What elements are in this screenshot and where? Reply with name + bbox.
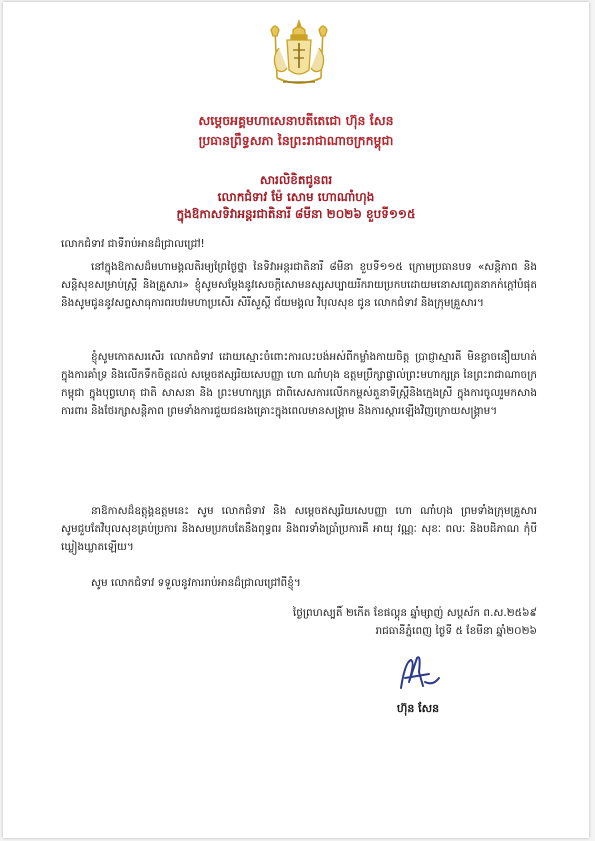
paragraph-3 xyxy=(61,502,537,556)
letter-author: សម្តេចអគ្គមហាសេនាបតីតេជោ ហ៊ុន សែន xyxy=(198,113,394,128)
paragraph-3-text: នាឱកាសដ៏ឧត្តុង្គឧត្តមនេះ សូម លោកជំទាវ និង សម្តេចឥស្សរិយសេបញ្ញា ហោ ណាំហុង ព្រមទាំងក្រុមគ្រួសារ សូមជួបតែវិបុលសុខគ្រប់ប្រការ និងសមប្រកបតែនឹងពុទ្ធពរ និងពរទាំងប្រាំប្រការគឺ អាយុ វណ្ណៈ សុខៈ ពលៈ និងបដិភាណ កុំបីឃ្លៀងឃ្លាតឡើយ។ xyxy=(61,505,537,553)
letter-page xyxy=(3,2,589,838)
paragraph-1-text: នៅក្នុងឱកាសដ៏មហាមង្គលតិរម្យព្រៃថ្ងៃថ្នា នៃទិវាអន្តរជាតិនារី ៨មីនា ខួបទី១១៥ ក្រោមប្រធានបទ «សន្តិភាព និងសន្តិសុខសម្រាប់ស្ត្រី និងគ្រួសារ» ខ្ញុំសូមសម្តែងនូវសេចក្តីសោមនស្សសប្បាយរីករាយប្រកបដោយមនោសញ្ចេតនាកក់ក្តៅបំផុត និងសូមជូននូវសព្ទសាធុការពរបវរមហាប្រសើរ សិរីសួស្តី ជ័យមង្គល វិបុលសុខ ជូន លោកជំទាវ និងក្រុមគ្រួសារ។ xyxy=(61,261,537,309)
paragraph-2 xyxy=(61,348,537,420)
paragraph-2-text: ខ្ញុំសូមកោតសរសើរ លោកជំទាវ ដោយស្មោះចំពោះការលះបង់អស់ពីកម្លាំងកាយចិត្ត ប្រាជ្ញាស្មារតី មិនខ្លាចនឿយហត់ក្នុងការគាំទ្រ និងលើកទឹកចិត្តដល់ សម្តេចឥស្សរិយសេបញ្ញា ហោ ណាំហុង ឧត្តមប្រឹក្សាផ្ទាល់ព្រះមហាក្សត្រ នៃព្រះរាជាណាចក្រកម្ពុជា ក្នុងបុព្វហេតុ ជាតិ សាសនា និង ព្រះមហាក្សត្រ ជាពិសេសការលើកកម្ពស់តួនាទីស្ត្រីនិងក្មេងស្រី ក្នុងការចូលរួមកសាង ការពារ និងថែរក្សាសន្តិភាព ព្រមទាំងការជួយជនរងគ្រោះក្នុងពេលមានសង្គ្រាម និងការស្តារឡើងវិញក្រោយសង្គ្រាម។ xyxy=(61,351,537,417)
paragraph-4 xyxy=(61,574,537,592)
solar-date: រាជធានីភ្នំពេញ ថ្ងៃទី ៥ ខែមីនា ឆ្នាំ២០២៦ xyxy=(375,625,537,637)
salutation: លោកជំទាវ ជាទីរាប់អានដ៏ជ្រាលជ្រៅ! xyxy=(61,238,205,250)
lunar-date: ថ្ងៃព្រហស្បតិ៍ ២កើត ខែផល្គុន ឆ្នាំម្សាញ់ សប្តស័ក ព.ស.២៥៦៩ xyxy=(292,607,537,619)
occasion-line: ក្នុងឱកាសទិវាអន្តរជាតិនារី ៨មីនា ២០២៦ ខួបទី១១៥ xyxy=(176,207,416,221)
handwritten-signature xyxy=(395,652,441,694)
recipient-name: លោកជំទាវ ម៉ែ សោម ហោណាំហុង xyxy=(217,190,375,204)
closing-text: សូម លោកជំទាវ ទទួលនូវការរាប់អានដ៏ជ្រាលជ្រៅពីខ្ញុំ។ xyxy=(91,577,301,589)
author-position: ប្រធានព្រឹទ្ធសភា នៃព្រះរាជាណាចក្រកម្ពុជា xyxy=(198,133,394,148)
letter-title: សារលិខិតជូនពរ xyxy=(259,173,333,187)
royal-emblem-icon xyxy=(263,18,335,88)
signatory-name: ហ៊ុន សែន xyxy=(396,702,440,715)
paragraph-1 xyxy=(61,258,537,312)
